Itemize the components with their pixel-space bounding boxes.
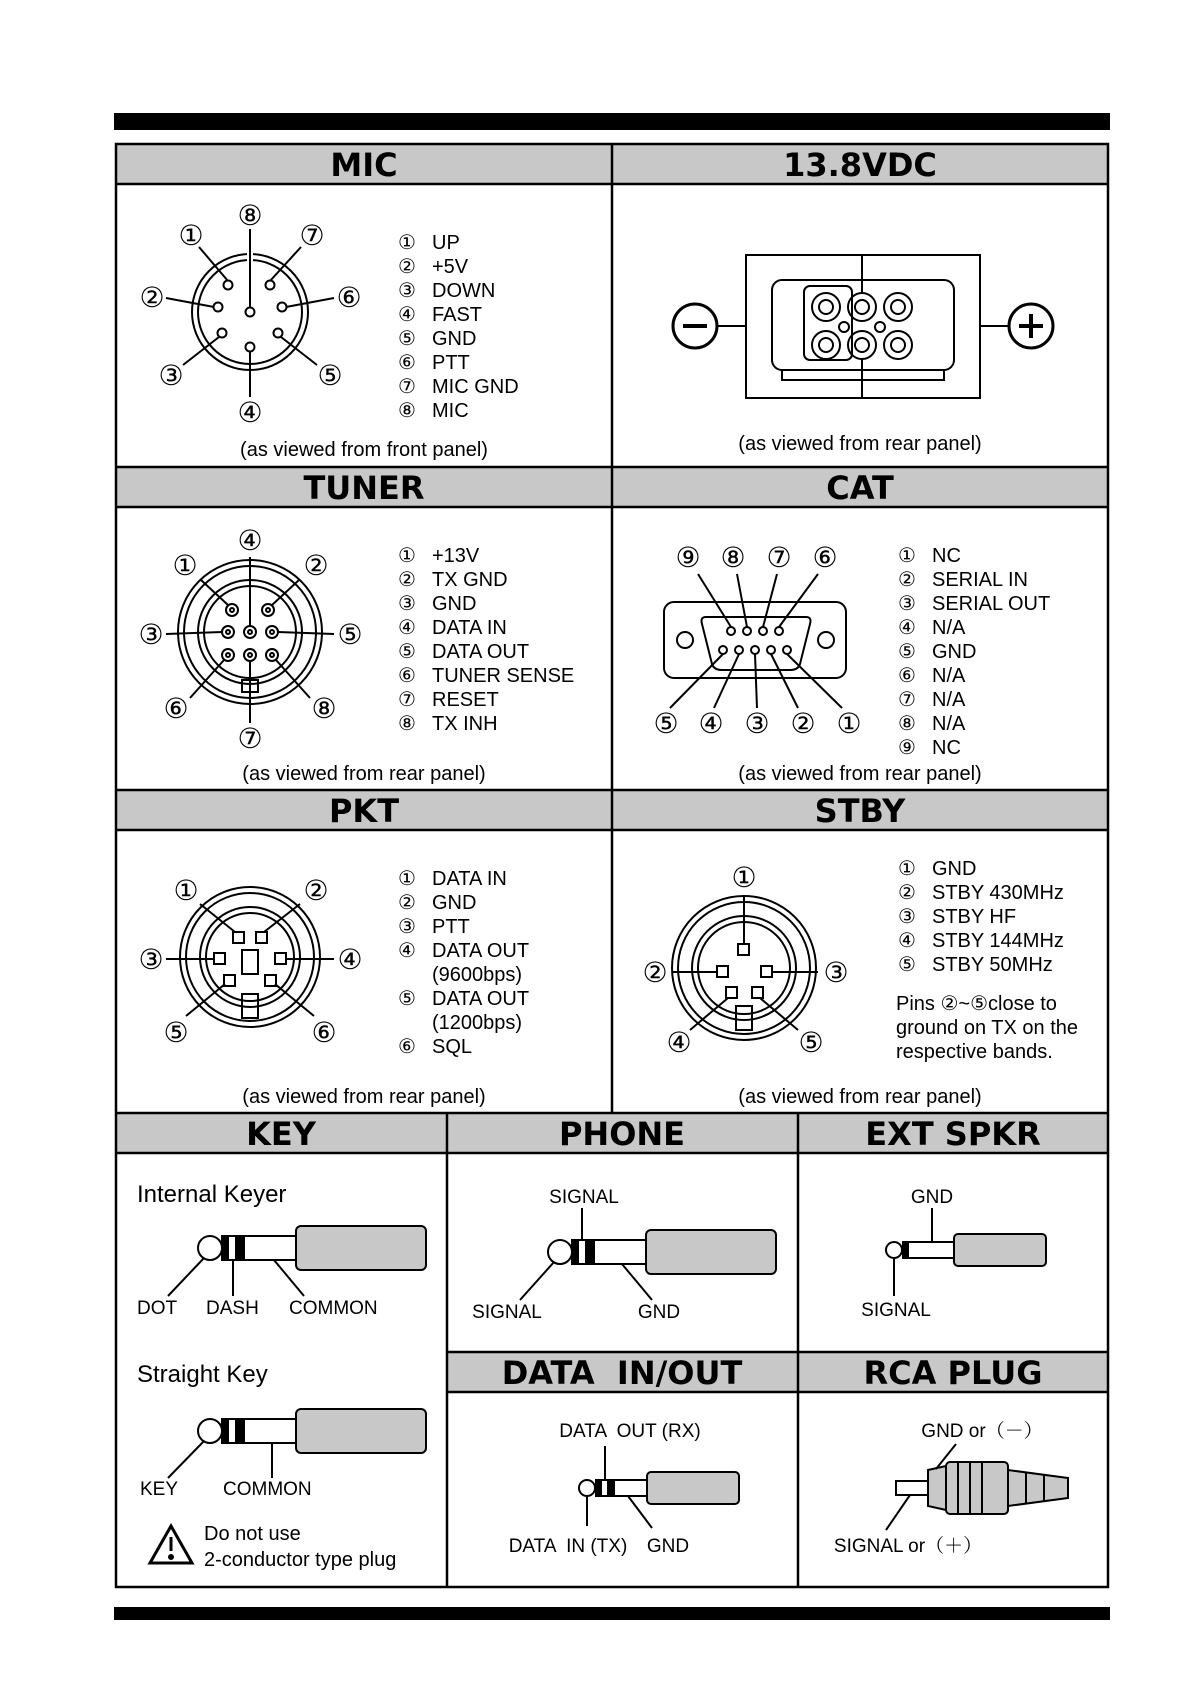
stby-pin-marker-4: ④: [898, 930, 916, 952]
mic-title: MIC: [330, 146, 398, 184]
ext-spkr-title: EXT SPKR: [865, 1115, 1041, 1153]
mic-callout-2: ②: [139, 282, 165, 313]
straight-common-label: COMMON: [223, 1479, 312, 1500]
pkt-connector-diagram: [166, 887, 334, 1027]
power-caption: (as viewed from rear panel): [738, 433, 982, 455]
stby-pin-marker-3: ③: [898, 906, 916, 928]
tuner-pin-label-1: +13V: [432, 545, 480, 567]
mic-pin-label-8: MIC: [432, 400, 469, 422]
cat-pin-label-7: N/A: [932, 689, 966, 711]
mic-pin-label-4: FAST: [432, 304, 483, 326]
phone-signal-top-label: SIGNAL: [549, 1187, 619, 1208]
data-io-plug: [579, 1446, 739, 1528]
mic-pin-marker-6: ⑥: [398, 352, 416, 374]
tuner-callout-5: ⑤: [337, 619, 363, 650]
stby-pin-list: [896, 858, 1078, 1063]
mic-pin-list: [398, 232, 519, 422]
phone-gnd-label: GND: [637, 1302, 681, 1323]
cat-callout-4: ④: [698, 708, 724, 739]
pkt-pin-label-1: DATA IN: [432, 868, 507, 890]
tuner-pin-marker-8: ⑧: [398, 713, 416, 735]
cat-title: CAT: [826, 469, 894, 507]
tuner-callout-3: ③: [138, 619, 164, 650]
mic-callout-5: ⑤: [317, 360, 343, 391]
tuner-pin-label-2: TX GND: [432, 569, 508, 591]
cat-pin-marker-2: ②: [898, 569, 916, 591]
stby-callout-2: ②: [642, 957, 668, 988]
cat-caption: (as viewed from rear panel): [738, 763, 982, 785]
pkt-pin-label-2: GND: [432, 892, 477, 914]
data-in-label: DATA IN (TX): [508, 1536, 628, 1557]
mic-callout-6: ⑥: [336, 282, 362, 313]
ext-spkr-plug: [886, 1208, 1046, 1296]
mic-caption: (as viewed from front panel): [240, 439, 488, 461]
cat-pin-list: [898, 545, 1050, 759]
stby-pin-label-5: STBY 50MHz: [932, 954, 1053, 976]
cat-pin-marker-9: ⑨: [898, 737, 916, 759]
pkt-callout-6: ⑥: [311, 1017, 337, 1048]
data-io-title: DATA IN/OUT: [501, 1354, 743, 1392]
pkt-pin-label-4b: (9600bps): [432, 964, 523, 986]
warning-line-1: Do not use: [204, 1523, 301, 1545]
pkt-pin-label-6: SQL: [432, 1036, 473, 1058]
cat-callout-2: ②: [790, 708, 816, 739]
mic-pin-marker-3: ③: [398, 280, 416, 302]
rca-title: RCA PLUG: [863, 1354, 1043, 1392]
stby-note-line-3: respective bands.: [896, 1041, 1053, 1063]
stby-note-line-2: ground on TX on the: [896, 1017, 1078, 1039]
cat-pin-marker-5: ⑤: [898, 641, 916, 663]
internal-dash-label: DASH: [206, 1298, 259, 1319]
stby-callout-1: ①: [731, 862, 757, 893]
mic-pin-label-3: DOWN: [432, 280, 496, 302]
pkt-pin-label-4: DATA OUT: [432, 940, 530, 962]
mic-pin-marker-1: ①: [398, 232, 416, 254]
stby-callout-5: ⑤: [798, 1027, 824, 1058]
pkt-pin-label-5: DATA OUT: [432, 988, 530, 1010]
pkt-pin-label-5b: (1200bps): [432, 1012, 523, 1034]
rca-gnd-label: GND or（－）: [921, 1421, 1043, 1442]
mic-pin-label-1: UP: [432, 232, 460, 254]
stby-note-line-1: Pins ②~⑤close to: [896, 993, 1057, 1015]
mic-pin-marker-8: ⑧: [398, 400, 416, 422]
stby-pin-label-1: GND: [932, 858, 977, 880]
cat-pin-label-5: GND: [932, 641, 977, 663]
cat-pin-label-2: SERIAL IN: [932, 569, 1028, 591]
straight-key-label: KEY: [140, 1479, 179, 1500]
mic-callout-7: ⑦: [299, 220, 325, 251]
pkt-pin-marker-4: ④: [398, 940, 416, 962]
cat-connector-diagram: [664, 574, 846, 708]
mic-callout-3: ③: [158, 360, 184, 391]
internal-common-label: COMMON: [289, 1298, 378, 1319]
stby-pin-marker-1: ①: [898, 858, 916, 880]
tuner-callout-2: ②: [303, 550, 329, 581]
internal-keyer-heading: Internal Keyer: [137, 1181, 287, 1208]
tuner-pin-marker-3: ③: [398, 593, 416, 615]
cat-callout-6: ⑥: [812, 542, 838, 573]
cat-pin-marker-4: ④: [898, 617, 916, 639]
tuner-pin-marker-6: ⑥: [398, 665, 416, 687]
cat-pin-label-3: SERIAL OUT: [932, 593, 1051, 615]
tuner-pin-label-4: DATA IN: [432, 617, 507, 639]
pkt-pin-list: [398, 868, 529, 1058]
pkt-pin-marker-1: ①: [398, 868, 416, 890]
straight-key-heading: Straight Key: [137, 1361, 268, 1388]
tuner-callout-7: ⑦: [237, 723, 263, 754]
tuner-pin-marker-1: ①: [398, 545, 416, 567]
tuner-pin-list: [398, 545, 574, 735]
cat-callout-1: ①: [836, 708, 862, 739]
rca-plug: [886, 1444, 1068, 1530]
cat-callout-9: ⑨: [675, 542, 701, 573]
tuner-connector-diagram: [166, 557, 337, 724]
tuner-pin-marker-2: ②: [398, 569, 416, 591]
stby-pin-marker-2: ②: [898, 882, 916, 904]
tuner-callout-4: ④: [237, 525, 263, 556]
mic-callout-4: ④: [237, 397, 263, 428]
cat-pin-label-9: NC: [932, 737, 961, 759]
rca-signal-label: SIGNAL or（＋）: [833, 1536, 983, 1557]
cat-pin-label-1: NC: [932, 545, 961, 567]
tuner-pin-label-3: GND: [432, 593, 477, 615]
cat-pin-label-8: N/A: [932, 713, 966, 735]
cat-pin-marker-3: ③: [898, 593, 916, 615]
tuner-callout-1: ①: [172, 550, 198, 581]
tuner-pin-label-7: RESET: [432, 689, 499, 711]
tuner-pin-label-8: TX INH: [432, 713, 498, 735]
stby-pin-label-2: STBY 430MHz: [932, 882, 1064, 904]
warning-line-2: 2-conductor type plug: [204, 1549, 397, 1571]
pkt-title: PKT: [328, 792, 400, 830]
pkt-pin-label-3: PTT: [432, 916, 470, 938]
pkt-pin-marker-3: ③: [398, 916, 416, 938]
pkt-callout-5: ⑤: [163, 1017, 189, 1048]
cat-callouts: [653, 542, 861, 739]
pkt-caption: (as viewed from rear panel): [242, 1086, 486, 1108]
tuner-title: TUNER: [303, 469, 425, 507]
pkt-callouts: [138, 875, 362, 1048]
cat-callout-3: ③: [744, 708, 770, 739]
stby-connector-diagram: [672, 895, 818, 1040]
cat-callout-8: ⑧: [720, 542, 746, 573]
cat-pin-marker-6: ⑥: [898, 665, 916, 687]
stby-callout-4: ④: [666, 1027, 692, 1058]
mic-pin-label-5: GND: [432, 328, 477, 350]
mic-callout-8: ⑧: [237, 200, 263, 231]
tuner-pin-marker-7: ⑦: [398, 689, 416, 711]
pkt-callout-3: ③: [138, 944, 164, 975]
ext-spkr-gnd-label: GND: [910, 1187, 954, 1208]
mic-pin-label-2: +5V: [432, 256, 469, 278]
cat-callout-7: ⑦: [766, 542, 792, 573]
ext-spkr-signal-label: SIGNAL: [861, 1300, 931, 1321]
mic-pin-label-6: PTT: [432, 352, 470, 374]
mic-callout-1: ①: [178, 220, 204, 251]
tuner-callout-8: ⑧: [311, 693, 337, 724]
cat-pin-label-6: N/A: [932, 665, 966, 687]
pkt-pin-marker-2: ②: [398, 892, 416, 914]
cat-pin-marker-7: ⑦: [898, 689, 916, 711]
key-title: KEY: [246, 1115, 316, 1153]
phone-title: PHONE: [558, 1115, 686, 1153]
cat-callout-5: ⑤: [653, 708, 679, 739]
straight-key-plug: [168, 1409, 426, 1478]
tuner-pin-marker-5: ⑤: [398, 641, 416, 663]
tuner-pin-label-6: TUNER SENSE: [432, 665, 575, 687]
pkt-callout-4: ④: [337, 944, 363, 975]
phone-signal-bottom-label: SIGNAL: [472, 1302, 542, 1323]
cat-pin-marker-8: ⑧: [898, 713, 916, 735]
stby-pin-label-4: STBY 144MHz: [932, 930, 1064, 952]
pkt-callout-1: ①: [173, 875, 199, 906]
cat-pin-marker-1: ①: [898, 545, 916, 567]
mic-connector-diagram: [166, 229, 334, 397]
internal-dot-label: DOT: [137, 1298, 178, 1319]
power-title: 13.8VDC: [783, 146, 937, 184]
stby-callout-3: ③: [823, 957, 849, 988]
tuner-pin-label-5: DATA OUT: [432, 641, 530, 663]
tuner-caption: (as viewed from rear panel): [242, 763, 486, 785]
cat-pin-label-4: N/A: [932, 617, 966, 639]
pkt-pin-marker-6: ⑥: [398, 1036, 416, 1058]
phone-plug: [520, 1208, 776, 1300]
power-connector-diagram: [673, 255, 1053, 398]
data-gnd-label: GND: [646, 1536, 690, 1557]
tuner-pin-marker-4: ④: [398, 617, 416, 639]
mic-pin-marker-7: ⑦: [398, 376, 416, 398]
stby-title: STBY: [814, 792, 906, 830]
mic-pin-marker-2: ②: [398, 256, 416, 278]
tuner-callout-6: ⑥: [163, 693, 189, 724]
warning-icon: [150, 1526, 192, 1563]
internal-keyer-plug: [168, 1226, 426, 1296]
mic-pin-marker-4: ④: [398, 304, 416, 326]
data-out-label: DATA OUT (RX): [559, 1421, 701, 1442]
stby-caption: (as viewed from rear panel): [738, 1086, 982, 1108]
mic-pin-marker-5: ⑤: [398, 328, 416, 350]
stby-pin-label-3: STBY HF: [932, 906, 1017, 928]
pkt-pin-marker-5: ⑤: [398, 988, 416, 1010]
mic-pin-label-7: MIC GND: [432, 376, 519, 398]
pkt-callout-2: ②: [303, 875, 329, 906]
stby-pin-marker-5: ⑤: [898, 954, 916, 976]
